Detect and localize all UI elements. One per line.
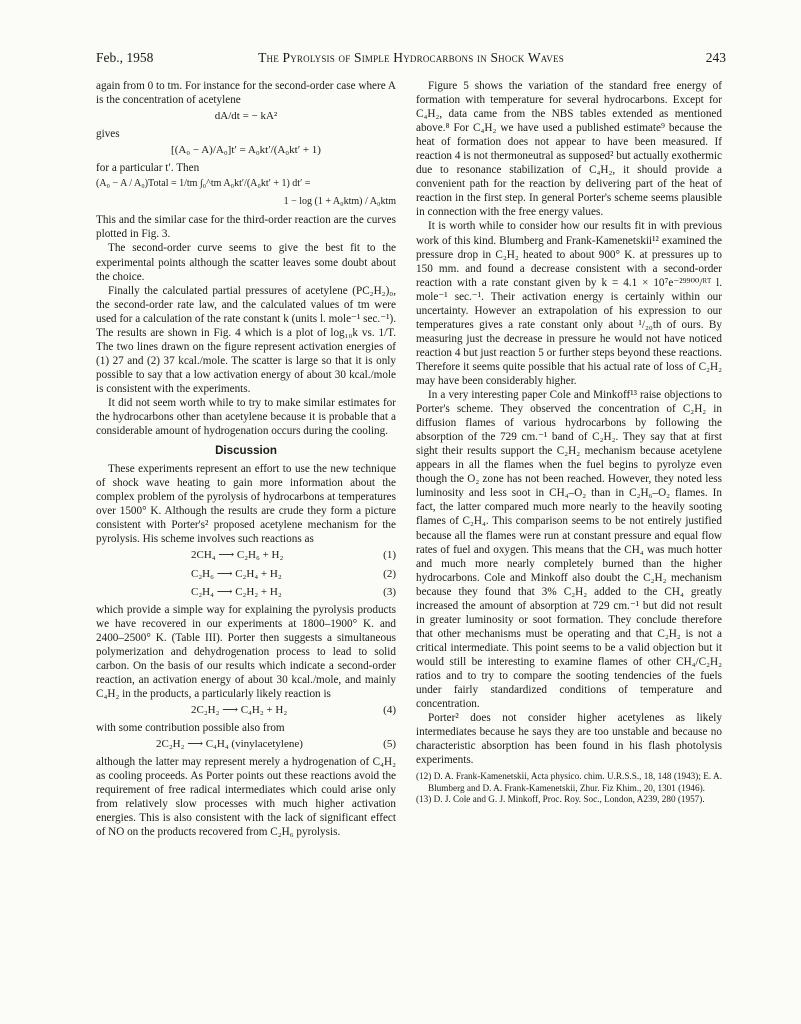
paragraph: It is worth while to consider how our results fit in with previous work of this kind. Blumberg and Frank-Kamenetskii¹² examined the pressure drop in C₂H₂ heated to about 900° K. at pressures up to 150 mm. and found a decrease consistent with a second-order reaction with a rate constant given by k = 4.1 × 10⁷e⁻²⁹⁹⁰⁰/ᴿᵀ l. mole⁻¹ sec.⁻¹. Their activation energy is certainly within our uncertainty. However an extrapolation of his expression to our temperatures gives a rate constant only about ¹/₂₀th of ours. By measuring just the decrease in pressure he would not have noticed reaction 4 but just reaction 5 or further steps beyond these reactions. Therefore it seems quite possible that his actual rate of loss of C₂H₂ may have been considerably higher. bbox=[416, 220, 722, 387]
header-date: Feb., 1958 bbox=[96, 50, 154, 65]
paragraph: The second-order curve seems to give the best fit to the experimental points although the scatter leaves some doubt about the choice. bbox=[96, 242, 396, 283]
paragraph: This and the similar case for the third-order reaction are the curves plotted in Fig. 3. bbox=[96, 214, 396, 241]
reaction-number: (1) bbox=[383, 549, 396, 562]
reaction-text: C₂H₆ ⟶ C₂H₄ + H₂ bbox=[191, 567, 282, 580]
left-column bbox=[96, 79, 396, 839]
paragraph: Figure 5 shows the variation of the standard free energy of formation with temperature for several hydrocarbons. Except for C₄H₂, data came from the NBS tables extended as mentioned above.⁸ For C₄H₂ we have used a published estimate⁹ because the heat of formation does not appear to have been measured. If reaction 4 is not thermoneutral as supposed² but actually exothermic due to resonance stabilization of C₄H₂, it should provide a convenient path for the reaction by delivering part of the heat of reaction in the first step. In general Porter's scheme seems plausible in connection with the free energy values. bbox=[416, 80, 722, 219]
reaction-number: (4) bbox=[383, 703, 396, 716]
paragraph: gives bbox=[96, 128, 120, 141]
reaction-text: 2CH₄ ⟶ C₂H₆ + H₂ bbox=[191, 549, 284, 562]
paragraph: with some contribution possible also from bbox=[96, 721, 285, 734]
reaction-3 bbox=[96, 585, 396, 599]
reaction-text: C₂H₄ ⟶ C₂H₂ + H₂ bbox=[191, 585, 282, 598]
reaction-number: (5) bbox=[383, 738, 396, 751]
right-column bbox=[416, 79, 722, 806]
reaction-1 bbox=[96, 548, 396, 562]
footnotes bbox=[416, 771, 722, 805]
reaction-2 bbox=[96, 567, 396, 581]
paragraph: It did not seem worth while to try to make similar estimates for the hydrocarbons other than acetylene because it is probable that a considerable amount of hydrogenation occurs during the cooling. bbox=[96, 396, 396, 438]
reaction-4 bbox=[96, 703, 396, 717]
paragraph: In a very interesting paper Cole and Minkoff¹³ raise objections to Porter's scheme. They observed the concentration of C₂H₂ in diffusion flames of various hydrocarbons by following the absorption of the 729 cm.⁻¹ band of C₂H₂. They say that at first sight their results support the C₂H₂ mechanism because acetylene appears in all the flames when the fuel begins to pyrolyze even though the O₂ zone has not been reached. However, they noted less luminosity and less soot in CH₄–O₂ than in C₂H₆–O₂ flames. In fact, the latter compared much more nearly to the heavily sooting flames of C₂H₄. This comparison seems to be not entirely justified because all the flames were run at constant pressure and equal flow rates of fuel and oxygen. This means that the CH₄ was much hotter and much more nearly completely burned than the higher hydrocarbons. Cole and Minkoff also doubt the C₂H₂ mechanism because they found that 3% C₂H₂ added to the CH₄ greatly increased the amount of absorption at 729 cm.⁻¹ but did not result in greater luminosity or soot formation. They conclude therefore that other mechanisms must be operating and that C₂H₂ is not a critical intermediate. This point seems to be a valid objection but it would still be interesting to examine flames of other CH₄/C₂H₂ ratios and to try to compare the sooting tendencies of the fuels under fairly standardized conditions of temperature and concentration. bbox=[416, 389, 722, 711]
page-number: 243 bbox=[705, 50, 726, 65]
reaction-text: 2C₂H₂ ⟶ C₄H₂ + H₂ bbox=[191, 703, 288, 716]
paragraph: Porter² does not consider higher acetylenes as likely intermediates because he says they are too unstable and because no characteristic absorption has been found in his flash photolysis experiments. bbox=[416, 712, 722, 767]
section-heading: Discussion bbox=[215, 444, 277, 458]
paragraph: which provide a simple way for explaining the pyrolysis products we have recovered in our experiments at 1800–1900° K. and 2400–2500° K. (Table III). Porter then suggests a simultaneous polymerization and dehydrogenation process to lead to solid carbon. On the basis of our results which indicate a second-order reaction, an activation energy of about 30 kcal./mole, and mainly C₄H₂ in the products, a particularly likely reaction is bbox=[96, 603, 396, 700]
paragraph: for a particular t′. Then bbox=[96, 162, 200, 175]
equation-gives: [(A₀ − A)/A₀]t′ = A₀kt′/(A₀kt′ + 1) bbox=[171, 144, 321, 157]
reaction-text: 2C₂H₂ ⟶ C₄H₄ (vinylacetylene) bbox=[156, 738, 303, 751]
equation-total-rhs: 1 − log (1 + A₀ktm) / A₀ktm bbox=[283, 196, 396, 208]
paragraph: These experiments represent an effort to use the new technique of shock wave heating to gain more information about the complex problem of the pyrolysis of hydrocarbons at temperatures over 1500° K. Although the results are crude they form a picture consistent with Porter's² proposed acetylene mechanism for the pyrolysis. His scheme involves such reactions as bbox=[96, 463, 396, 546]
header-title: The Pyrolysis of Simple Hydrocarbons in Shock Waves bbox=[258, 50, 564, 65]
footnote-13: (13) D. J. Cole and G. J. Minkoff, Proc. Roy. Soc., London, A239, 280 (1957). bbox=[416, 794, 705, 805]
reaction-number: (2) bbox=[383, 567, 396, 580]
reaction-number: (3) bbox=[383, 585, 396, 598]
equation-rate: dA/dt = − kA² bbox=[214, 110, 278, 123]
paragraph: again from 0 to tm. For instance for the second-order case where A is the concentration of acetylene bbox=[96, 80, 396, 107]
equation-total-lhs: (A₀ − A / A₀)Total = 1/tm ∫₀^tm A₀kt′/(A₀kt′ + 1) dt′ = bbox=[96, 178, 311, 190]
paragraph: Finally the calculated partial pressures of acetylene (PC₂H₂)₀, the second-order rate law, and the calculated values of tm were used for a calculation of the rate constant k (units l. mole⁻¹ sec.⁻¹). The results are shown in Fig. 4 which is a plot of log₁₀k vs. 1/T. The two lines drawn on the figure represent activation energies of (1) 27 and (2) 37 kcal./mole. The scatter is large so that it is only possible to say that a low activation energy of about 30 kcal./mole is consistent with the experiments. bbox=[96, 284, 396, 395]
reaction-5 bbox=[96, 737, 396, 751]
paragraph: although the latter may represent merely a hydrogenation of C₄H₂ as cooling proceeds. As Porter points out these reactions avoid the requirement of free radical intermediates which could arise only from relatively slow processes with much higher activation energies. This is also consistent with the lack of significant effect of NO on the products recovered from C₂H₆ pyrolysis. bbox=[96, 756, 396, 839]
footnote-12: (12) D. A. Frank-Kamenetskii, Acta physico. chim. U.R.S.S., 18, 148 (1943); E. A. Blumberg and D. A. Frank-Kamenetskii, Zhur. Fiz Khim., 20, 1301 (1946). bbox=[416, 771, 722, 793]
